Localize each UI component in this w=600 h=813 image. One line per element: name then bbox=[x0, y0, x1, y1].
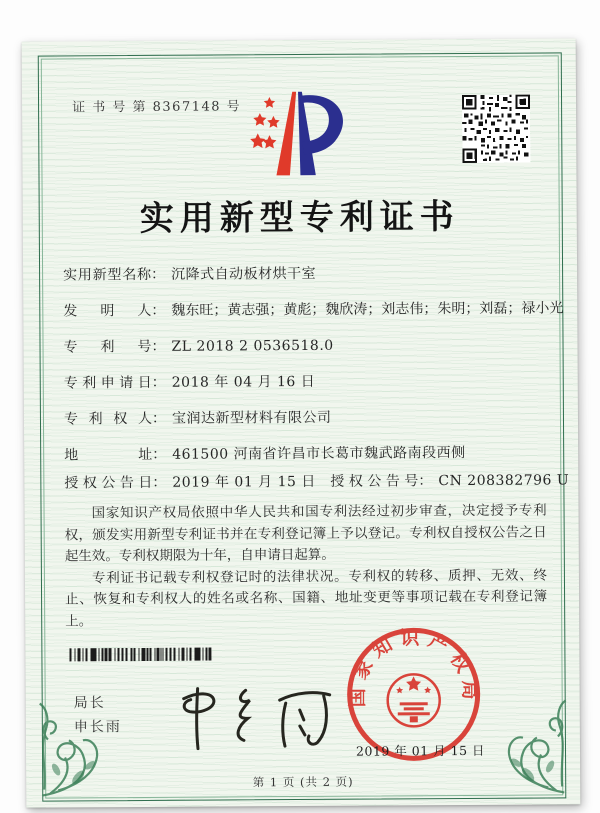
field-colon: ： bbox=[151, 338, 166, 355]
grant-date-value: 2019 年 01 月 15 日 bbox=[172, 473, 316, 491]
field-colon: ： bbox=[151, 374, 166, 391]
legal-paragraph-1: 国家知识产权局依照中华人民共和国专利法经过初步审查，决定授予专利权，颁发实用新型专利证书并在专利登记簿上予以登记。专利权自授权公告之日起生效。专利权期限为十年，自申请日起算。 bbox=[64, 502, 547, 565]
field-colon: ： bbox=[151, 266, 166, 283]
field-row-utility-name bbox=[63, 261, 549, 284]
page-number: 第 1 页 (共 2 页) bbox=[252, 774, 354, 790]
svg-text:国家知识产权局 bbox=[346, 626, 481, 707]
field-label: 专利权人 bbox=[63, 410, 153, 428]
field-row-address bbox=[64, 441, 550, 464]
grant-number-pair bbox=[330, 469, 569, 490]
field-value: 461500 河南省许昌市长葛市魏武路南段西侧 bbox=[172, 444, 466, 463]
legal-paragraph-2: 专利证书记载专利权登记时的法律状况。专利权的转移、质押、无效、终止、恢复和专利权人的姓名或名称、国籍、地址变更等事项记载在专利登记簿上。 bbox=[65, 567, 548, 629]
field-value: 2018 年 04 月 16 日 bbox=[171, 373, 316, 391]
field-colon: ： bbox=[152, 446, 167, 463]
field-value: 宝润达新型材料有限公司 bbox=[171, 409, 332, 427]
certificate-title: 实用新型专利证书 bbox=[139, 197, 460, 239]
seal-text: 国家知识产权局 bbox=[346, 627, 481, 708]
certificate-number-suffix: 号 bbox=[226, 99, 242, 115]
field-value: 沉降式自动板材烘干室 bbox=[171, 265, 317, 283]
field-colon: ： bbox=[152, 474, 167, 491]
qr-code-icon bbox=[462, 95, 530, 163]
field-colon: ： bbox=[151, 302, 166, 319]
field-row-patent-number bbox=[63, 333, 549, 356]
field-label: 专利申请日 bbox=[63, 374, 152, 392]
grant-number-label: 授权公告号 bbox=[330, 473, 419, 490]
field-colon: ： bbox=[151, 410, 167, 427]
director-name: 申长雨 bbox=[73, 719, 122, 736]
barcode bbox=[69, 648, 211, 662]
certificate-number-value: 8367148 bbox=[152, 99, 222, 115]
field-label: 发明人 bbox=[63, 302, 152, 320]
field-label: 地址 bbox=[64, 446, 153, 464]
field-label: 实用新型名称 bbox=[63, 266, 152, 284]
patent-certificate bbox=[22, 38, 581, 807]
director-signature-icon bbox=[164, 676, 344, 757]
grant-number-value: CN 208382796 U bbox=[438, 472, 570, 490]
field-value: ZL 2018 2 0536518.0 bbox=[171, 337, 334, 355]
field-row-grant bbox=[64, 469, 570, 492]
grant-date-label: 授权公告日 bbox=[64, 474, 153, 492]
field-colon: ： bbox=[418, 473, 433, 490]
legal-text bbox=[64, 501, 547, 633]
seal-date: 2019 年 01 月 15 日 bbox=[355, 742, 486, 759]
field-row-application-date bbox=[64, 369, 550, 392]
field-row-patentee bbox=[64, 405, 550, 428]
field-value: 魏东旺；黄志强；黄彪；魏欣涛；刘志伟；朱明；刘磊；禄小光 bbox=[171, 300, 564, 319]
certificate-number bbox=[72, 95, 241, 115]
national-emblem bbox=[388, 674, 440, 726]
cnipa-logo-icon bbox=[235, 86, 364, 183]
field-label: 专利号 bbox=[63, 338, 152, 356]
director-title: 局长 bbox=[73, 695, 106, 712]
certificate-number-label: 证 书 号 第 bbox=[72, 99, 148, 116]
field-row-inventors bbox=[63, 297, 564, 320]
